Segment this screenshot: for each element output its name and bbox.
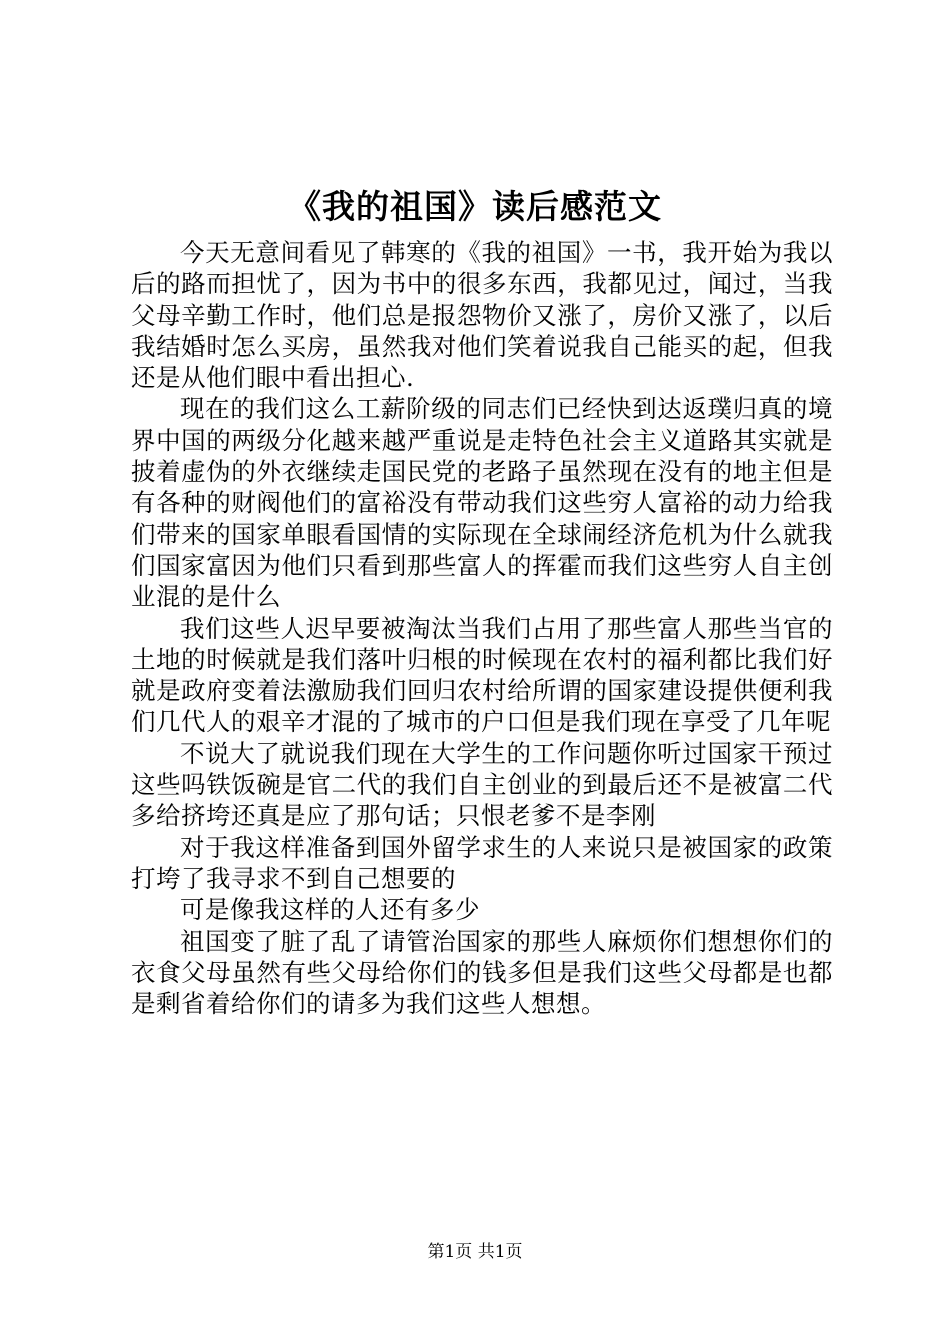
paragraph: 不说大了就说我们现在大学生的工作问题你听过国家干预过这些吗铁饭碗是官二代的我们自主创业的到最后还不是被富二代多给挤垮还真是应了那句话；只恨老爹不是李刚 <box>131 738 833 831</box>
paragraph: 可是像我这样的人还有多少 <box>180 895 480 925</box>
page-footer: 第1页 共1页 <box>427 1242 523 1262</box>
paragraph: 今天无意间看见了韩寒的《我的祖国》一书，我开始为我以后的路而担忧了，因为书中的很多东西，我都见过，闻过，当我父母辛勤工作时，他们总是报怨物价又涨了，房价又涨了，以后我结婚时怎么买房，虽然我对他们笑着说我自己能买的起，但我还是从他们眼中看出担心. <box>131 238 833 393</box>
paragraph: 现在的我们这么工薪阶级的同志们已经快到达返璞归真的境界中国的两级分化越来越严重说是走特色社会主义道路其实就是披着虚伪的外衣继续走国民党的老路子虽然现在没有的地主但是有各种的财阀他们的富裕没有带动我们这些穷人富裕的动力给我们带来的国家单眼看国情的实际现在全球闹经济危机为什么就我们国家富因为他们只看到那些富人的挥霍而我们这些穷人自主创业混的是什么 <box>131 394 833 612</box>
paragraph: 我们这些人迟早要被淘汰当我们占用了那些富人那些当官的土地的时候就是我们落叶归根的时候现在农村的福利都比我们好就是政府变着法激励我们回归农村给所谓的国家建设提供便利我们几代人的艰辛才混的了城市的户口但是我们现在享受了几年呢 <box>131 613 833 737</box>
paragraph: 祖国变了脏了乱了请管治国家的那些人麻烦你们想想你们的衣食父母虽然有些父母给你们的钱多但是我们这些父母都是也都是剩省着给你们的请多为我们这些人想想。 <box>131 926 833 1019</box>
document-title: 《我的祖国》读后感范文 <box>288 187 662 226</box>
paragraph: 对于我这样准备到国外留学求生的人来说只是被国家的政策打垮了我寻求不到自己想要的 <box>131 832 833 893</box>
document-body <box>131 237 833 1019</box>
